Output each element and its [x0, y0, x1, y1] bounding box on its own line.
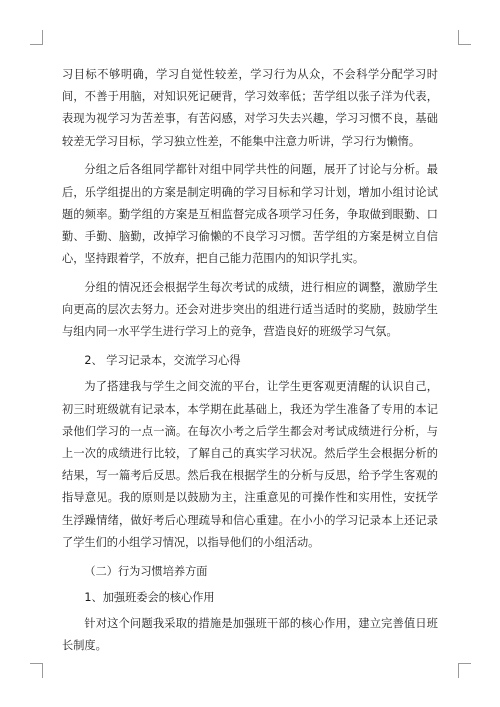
paragraph-group-plans: 分组之后各组同学都针对组中同学共性的问题，展开了讨论与分析。最后，乐学组提出的方案是制定明确的学习目标和学习计划，增加小组讨论试题的频率。勤学组的方案是互相监督完成各项学习任务，争取做到眼勤、口勤、手勤、脑勤，改掉学习偷懒的不良学习习惯。苦学组的方案是树立自信心，坚持跟着学，不放弃，把自己能力范围内的知识学扎实。 — [62, 163, 438, 266]
crop-mark-top-left — [30, 30, 43, 45]
section-heading-behavior-habits: （二）行为习惯培养方面 — [84, 564, 208, 578]
document-body — [62, 64, 438, 657]
crop-mark-bottom-left — [30, 663, 43, 678]
crop-mark-bottom-right — [458, 663, 471, 678]
paragraph-study-notebook: 为了搭建我与学生之间交流的平台，让学生更客观更清醒的认识自己，初三时班级就有记录本，本学期在此基础上，我还为学生准备了专用的本记录他们学习的一点一滴。在每次小考之后学生都会对考试成绩进行分析，与上一次的成绩进行比较，了解自己的真实学习状况。然后学生会根据分析的结果，写一篇考后反思。然后我在根据学生的分析与反思，给予学生客观的指导意见。我的原则是以鼓励为主，注重意见的可操作性和实用性，安抚学生浮躁情绪，做好考后心理疏导和信心重建。在小小的学习记录本上还记录了学生们的小组学习情况，以指导他们的小组活动。 — [62, 380, 438, 549]
section-heading-class-committee: 1、加强班委会的核心作用 — [84, 590, 215, 604]
crop-mark-top-right — [458, 30, 471, 45]
section-heading-study-notebook: 2、 学习记录本，交流学习心得 — [84, 354, 241, 368]
paragraph-class-committee: 针对这个问题我采取的措施是加强班干部的核心作用，建立完善值日班长制度。 — [62, 617, 438, 653]
paragraph-study-groups-description: 习目标不够明确，学习自觉性较差，学习行为从众，不会科学分配学习时间，不善于用脑，对知识死记硬背，学习效率低；苦学组以张子洋为代表，表现为视学习为苦差事，有苦闷感，对学习失去兴趣，学习习惯不良，基础较差无学习目标，学习独立性差，不能集中注意力听讲，学习行为懒惰。 — [62, 68, 438, 148]
paragraph-group-adjustment: 分组的情况还会根据学生每次考试的成绩，进行相应的调整，激励学生向更高的层次去努力。还会对进步突出的组进行适当适时的奖励，鼓励学生与组内同一水平学生进行学习上的竞争，营造良好的班级学习气氛。 — [62, 281, 438, 339]
